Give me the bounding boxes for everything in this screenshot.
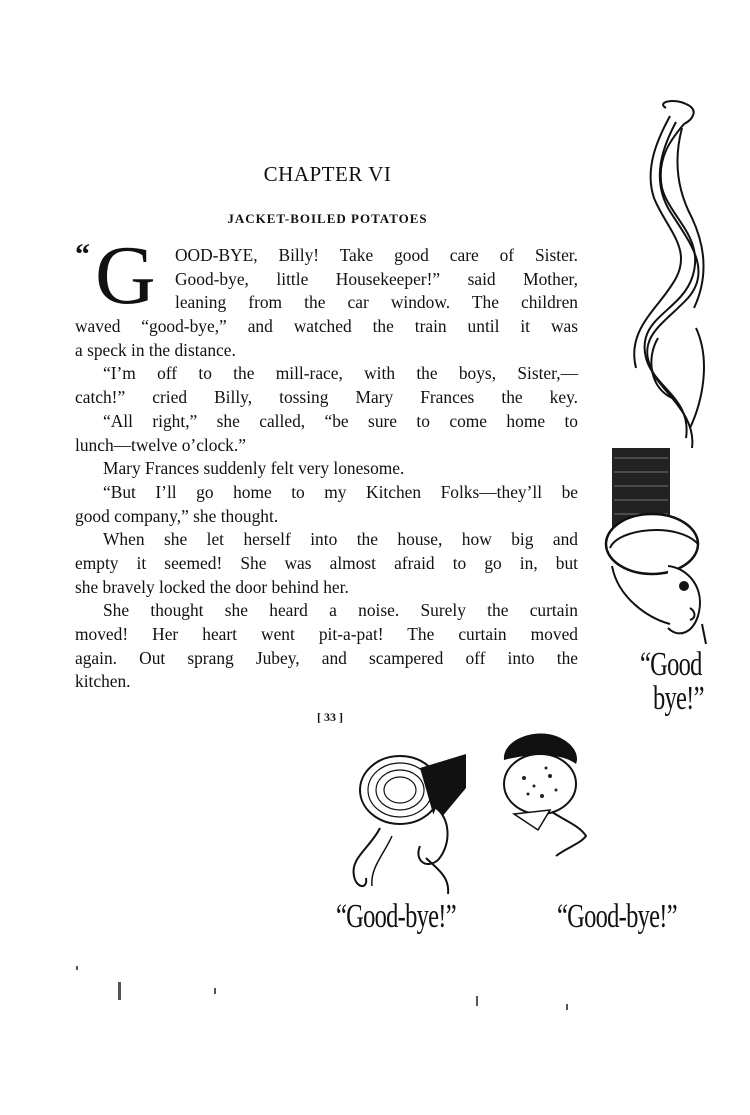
text-line: kitchen. (75, 671, 131, 692)
page-number: [ 33 ] (317, 710, 343, 724)
good-bye-caption-right (640, 648, 704, 716)
scan-speck (476, 996, 478, 1006)
text-line: lunch—twelve o’clock.” (75, 434, 246, 455)
drop-cap-letter: G (95, 229, 156, 322)
scan-speck (76, 966, 78, 970)
steam-plume-illustration (596, 98, 720, 458)
text-line: again. Out sprang Jubey, and scampered off into the (75, 647, 578, 668)
caption-right-bottom: bye!” (652, 680, 704, 717)
text-line: a speck in the distance. (75, 339, 236, 360)
text-line: Good-bye, little Housekeeper!” said Mother, (175, 268, 578, 289)
text-line: moved! Her heart went pit-a-pat! The curtain moved (75, 624, 578, 644)
scan-speck (214, 988, 216, 994)
text-line: good company,” she thought. (75, 505, 279, 526)
text-line: she bravely locked the door behind her. (75, 576, 349, 597)
text-line: empty it seemed! She was almost afraid to go in, but (75, 552, 578, 573)
boy-potato-head-illustration (494, 730, 594, 860)
chapter-subtitle: JACKET-BOILED POTATOES (227, 211, 428, 226)
text-line: OOD-BYE, Billy! Take good care of Sister. (175, 245, 578, 265)
text-line: “But I’ll go home to my Kitchen Folks—they’ll be (103, 481, 578, 502)
text-line: leaning from the car window. The children (175, 292, 578, 313)
kettle-character-illustration (598, 448, 710, 648)
opening-quote-mark: “ (75, 238, 90, 271)
good-bye-caption-girl: “Good-bye!” (336, 898, 456, 935)
good-bye-caption-boy: “Good-bye!” (557, 898, 677, 935)
girl-with-hat-illustration (340, 748, 474, 898)
caption-right-top: “Good (640, 646, 702, 683)
body-text (75, 244, 578, 694)
text-line: “I’m off to the mill-race, with the boys, Sister,— (103, 363, 578, 384)
text-line: waved “good-bye,” and watched the train until it was (75, 316, 578, 337)
chapter-title: CHAPTER VI (263, 162, 392, 186)
scan-speck (118, 982, 121, 1000)
text-line: “All right,” she called, “be sure to come home to (103, 410, 578, 431)
text-line: Mary Frances suddenly felt very lonesome. (103, 458, 405, 479)
text-line: When she let herself into the house, how big and (103, 529, 578, 550)
text-line: She thought she heard a noise. Surely the curtain (103, 600, 578, 621)
scan-speck (566, 1004, 568, 1010)
text-line: catch!” cried Billy, tossing Mary Frances the key. (75, 387, 578, 408)
